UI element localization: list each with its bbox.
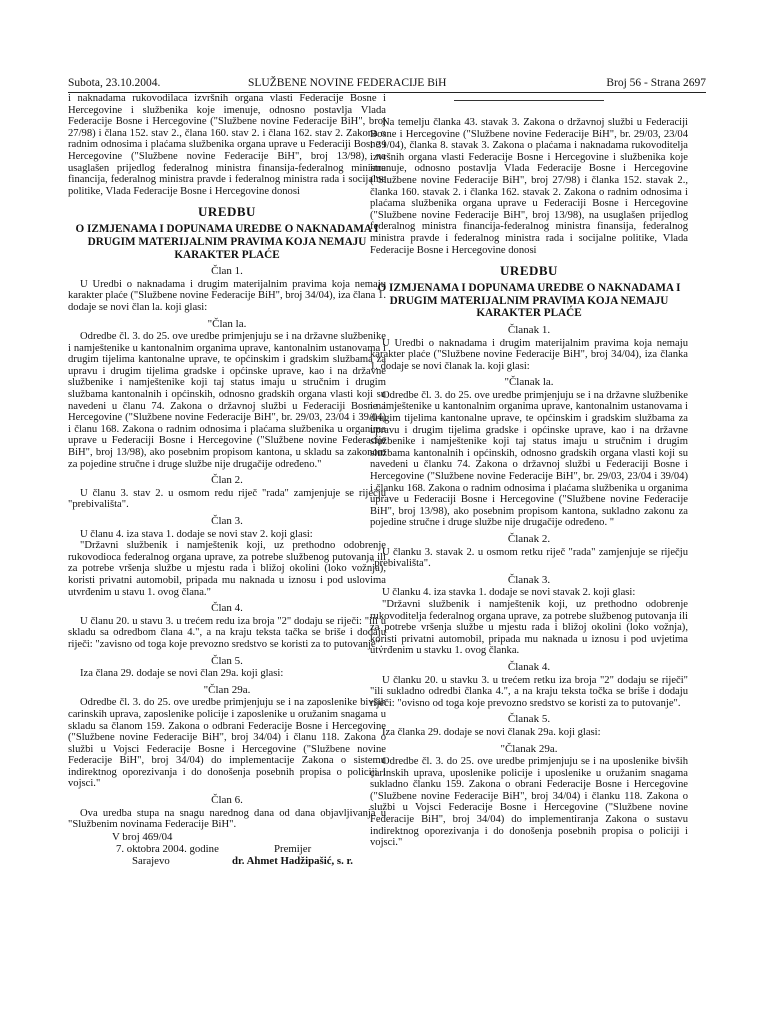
article-heading: Član 6. bbox=[211, 794, 243, 807]
article-heading: "Članak la. bbox=[504, 376, 554, 389]
article-text: Odredbe čl. 3. do 25. ove uredbe primjenjuju se i na državne službenike i namještenike u kantonalnim organima uprave, kantonalnim ustanovama i drugim tijelima kantonalne uprave, te općinskim i gradskim službama za upravu i drugim tijelima gradske i općinske uprave, kao i na državne službenike i namještenike koji taj status imaju u stručnim i drugim službama kantonalnih i općinskih, odnosno gradskih organa vlasti koji su navedeni u članku 74. Zakona o državnoj službi u Federaciji Bosne i Hercegovine ("Službene novine Federacije BiH", br. 29/03, 23/04 i 39/04) i članku 168. Zakona o radnim odnosima i plaćama službenika u organima uprave u Federaciji Bosne i Hercegovine ("Službene novine Federacije BiH", broj 13/98), ako posebnim propisom kantona, sukladno zakonu za pojedine stručne i druge službe nije drugačije određeno. " bbox=[370, 389, 688, 529]
article-text: U članu 20. u stavu 3. u trećem redu iza broja "2" dodaju se riječi: "ili u skladu sa odredbom člana 4.", a na kraju teksta tačka se briše i dodaju riječi: "zavisno od toga koje prevozno sredstvo se koristi za to putovanje". bbox=[68, 615, 386, 650]
article-text: Iza članka 29. dodaje se novi članak 29a. koji glasi: bbox=[382, 726, 601, 738]
article-quote: "Državni službenik i namještenik koji, uz prethodno odobrenje rukovodioca federalnog organa uprave, za potrebe službenog putovanja ili za potrebe vršenja službe u mjestu rada i bližoj okolini (loko vožnja), koristi privatni automobil, pripada mu naknada u iznosu i pod uslovima utvrđenim u stavu 1. ovog člana." bbox=[68, 540, 386, 598]
intro-paragraph: i naknadama rukovodilaca izvršnih organa vlasti Federacije Bosne i Hercegovine i službenika koje imenuje, odnosno postavlja Vlada Federacije Bosne i Hercegovine ("Službene novine Federacije BiH", broj 27/98) i člana 152. stav 2., člana 160. stav 2. i člana 162. stav 2. Zakona o radnim odnosima i plaćama službenika organa uprave u Federaciji Bosne i Hercegovine ("Službene novine Federacije BiH", broj 13/98), na usaglašen prijedlog federalnog ministra finansija-federalnog ministra financija, federalnog ministra pravde i federalnog ministra rada i socijalne politike, Vlada Federacije Bosne i Hercegovine donosi bbox=[68, 93, 386, 197]
left-column bbox=[68, 93, 386, 868]
header-date: Subota, 23.10.2004. bbox=[68, 77, 161, 89]
article-heading: Članak 4. bbox=[507, 660, 551, 673]
article-text: U Uredbi o naknadama i drugim materijalnim pravima koja nemaju karakter plaće ("Službene novine Federacije BiH", broj 34/04), iza članka 1. dodaje se novi članak la. koji glasi: bbox=[370, 337, 688, 372]
decree-title: UREDBU bbox=[198, 204, 256, 220]
sig-role: Premijer bbox=[274, 842, 312, 855]
column-divider bbox=[454, 100, 604, 101]
article-heading: "Član la. bbox=[207, 317, 247, 330]
article-heading: Član 3. bbox=[211, 515, 243, 527]
article-heading: Članak 3. bbox=[507, 573, 551, 586]
article-text: Odredbe čl. 3. do 25. ove uredbe primjenjuju se i na zaposlenike bivših carinskih uprava, zaposlenike policije i zaposlenike u oružanim snagama u skladu sa članom 159. Zakona o odbrani Federacije Bosne i Hercegovine ("Službene novine Federacije BiH", broj 34/04) i članu 118. Zakona o službi u Vojsci Federacije Bosne i Hercegovine ("Službene novine Federacije BiH", broj 34/04) do implementacije Zakona o sistemu indirektnog oporezivanja i do donošenja posebnih propisa o policiji i vojsci." bbox=[68, 697, 386, 790]
sig-number: V broj 469/04 bbox=[112, 830, 173, 843]
article-heading: "Član 29a. bbox=[203, 683, 251, 696]
article-text: Odredbe čl. 3. do 25. ove uredbe primjenjuju se i na uposlenike bivših carinskih uprava, uposlenike policije i uposlenike u oružanim snagama sukladno članku 159. Zakona o obrani Federacije Bosne i Hercegovine ("Službene novine Federacije BiH", broj 34/04) i članku 118. Zakona o službi u Vojsci Federacije Bosne i Hercegovine ("Službene novine Federacije BiH", broj 34/04) do implementiranja Zakona o sustavu indirektnog oporezivanja i do donošenja posebnih propisa o policiji i vojsci." bbox=[370, 756, 688, 849]
article-quote: "Državni službenik i namještenik koji, uz prethodno odobrenje rukovoditelja federalnog organa uprave, za potrebe službenog putovanja ili za potrebe vršenja službe u mjestu rada i bližoj okolini (loko vožnja), koristi privatni automobil, pripada mu naknada u iznosu i pod uvjetima utvrđenim u stavku 1. ovog članka. bbox=[370, 598, 688, 657]
article-heading: Članak 2. bbox=[507, 533, 551, 545]
right-column bbox=[370, 100, 688, 849]
article-heading: Član 2. bbox=[211, 474, 243, 487]
article-text: Ova uredba stupa na snagu narednog dana od dana objavljivanja u "Službenim novinama Federacije BiH". bbox=[68, 807, 386, 831]
article-heading: Član 5. bbox=[211, 654, 243, 667]
sig-name: dr. Ahmet Hadžipašić, s. r. bbox=[232, 854, 353, 867]
article-heading: Član 1. bbox=[211, 265, 243, 278]
article-heading: Članak 1. bbox=[507, 323, 551, 336]
decree-title: UREDBU bbox=[500, 263, 558, 279]
article-text: U članku 3. stavak 2. u osmom retku riječ "rada" zamjenjuje se riječju "prebivališta". bbox=[370, 546, 688, 570]
article-text: U članku 20. u stavku 3. u trećem retku iza broja "2" dodaju se riječi" "ili sukladno odredbi članka 4.", a na kraju teksta točka se briše i dodaju riječi: "ovisno od toga koje prevozno sredstvo se koristi za to putovanje". bbox=[370, 674, 688, 709]
article-text: U Uredbi o naknadama i drugim materijalnim pravima koja nemaju karakter plaće ("Službene novine Federacije BiH", broj 34/04), iza člana 1. dodaje se novi član la. koji glasi: bbox=[68, 278, 386, 313]
header-issue: Broj 56 - Strana 2697 bbox=[606, 77, 706, 89]
decree-subtitle: O IZMJENAMA I DOPUNAMA UREDBE O NAKNADAMA I DRUGIM MATERIJALNIM PRAVIMA KOJA NEMAJU KARAKTER PLAĆE bbox=[75, 223, 379, 261]
article-text: U članku 4. iza stavka 1. dodaje se novi stavak 2. koji glasi: bbox=[382, 587, 636, 599]
article-text: Iza člana 29. dodaje se novi član 29a. koji glasi: bbox=[80, 668, 284, 680]
article-heading: "Članak 29a. bbox=[500, 742, 558, 755]
decree-subtitle: O IZMJENAMA I DOPUNAMA UREDBE O NAKNADAMA I DRUGIM MATERIJALNIM PRAVIMA KOJA NEMAJU KARAKTER PLAĆE bbox=[377, 282, 681, 320]
article-heading: Član 4. bbox=[211, 602, 243, 615]
sig-place: Sarajevo bbox=[132, 854, 170, 867]
article-text: U članu 4. iza stava 1. dodaje se novi stav 2. koji glasi: bbox=[80, 528, 313, 540]
article-heading: Članak 5. bbox=[507, 713, 551, 726]
intro-paragraph: Na temelju članka 43. stavak 3. Zakona o državnoj službi u Federaciji Bosne i Hercegovine ("Službene novine Federacije BiH", br. 29/03, 23/04 i 39/04), članka 8. stavak 3. Zakona o plaćama i naknadama rukovoditelja izvršnih organa vlasti Federacije Bosne i Hercegovine i službenika koje imenuje, odnosno postavlja Vlada Federacije Bosne i Hercegovine ("Službene novine Federacije BiH", broj 27/98) i članka 152. stavak 2., članka 160. stavak 2. i članka 162. stavak 2. Zakona o radnim odnosima i plaćama službenika organa uprave u Federaciji Bosne i Hercegovine ("Službene novine Federacije BiH", broj 13/98), na usuglašen prijedlog federalnog ministra financija-federalnog ministra finansija, federalnog ministra pravde i federalnog ministra rada i socijalne politike, Vlada Federacije Bosne i Hercegovine donosi bbox=[370, 117, 688, 256]
sig-date: 7. oktobra 2004. godine bbox=[116, 842, 219, 855]
page-header bbox=[68, 76, 706, 93]
article-text: Odredbe čl. 3. do 25. ove uredbe primjenjuju se i na državne službenike i namještenike u kantonalnim organima uprave, kantonalnim ustanovama i drugim tijelima kantonalne uprave, te općinskim i gradskim službama za upravu i drugim tijelima gradske i općinske uprave, kao i na državne službenike i namještenike koji taj status imaju u stručnim i drugim službama kantonalnih i općinskih, odnosno gradskih organa vlasti koji su navedeni u članu 74. Zakona o državnoj službi u Federaciji Bosne i Hercegovine ("Službene novine Federacije BiH", br. 29/03, 23/04 i 39/04) i članu 168. Zakona o radnim odnosima i plaćama službenika u organima uprave u Federaciji Bosne i Hercegovine ("Službene novine Federacije BiH", broj 13/98), ako posebnim propisom kantona, u skladu sa zakonom za pojedine stručne i druge službe nije drugačije određeno." bbox=[68, 331, 386, 470]
signature-block bbox=[68, 832, 386, 868]
article-text: U članu 3. stav 2. u osmom redu riječ "rada" zamjenjuje se riječju "prebivališta". bbox=[68, 487, 386, 511]
header-title: SLUŽBENE NOVINE FEDERACIJE BiH bbox=[248, 77, 447, 89]
